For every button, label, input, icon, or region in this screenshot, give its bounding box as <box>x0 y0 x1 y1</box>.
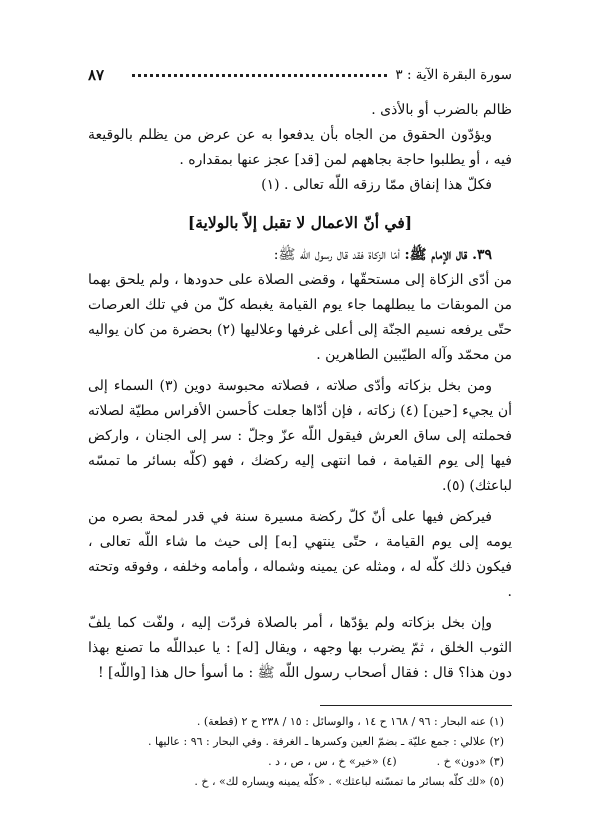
paragraph-number: ٣٩. قال الإمام ﷺ: <box>404 247 492 263</box>
paragraph-intro: أمّا الزكاة فقد قال رسول اللّه ﷺ: <box>273 247 405 263</box>
text-paragraph: من أدّى الزكاة إلى مستحقّها ، وقضى الصلاة على حدودها ، ولم يلحق بهما من الموبقات ما يبطلهما جاء يوم القيامة يغبطه كلّ من في تلك العرصات حتّى يرفعه نسيم الجنّة إلى أعلى غرفها وعلاليها (٢) بحضرة من كان يواليه من محمّد وآله الطيّبين الطاهرين . <box>88 272 512 363</box>
text-paragraph: ويؤدّون الحقوق من الجاه بأن يدفعوا به عن عرض من يظلم بالوقيعة فيه ، أو يطلبوا حاجة بجاههم لمن [قد] عجز عنها بمقداره . <box>88 127 512 168</box>
footnote-2: (٢) علالي : جمع عليّة ـ بضمّ العين وكسرها ـ الغرفة . وفي البحار : ٩٦ : عاليها . <box>147 735 504 748</box>
footnote-separator <box>320 705 512 706</box>
footnote-5: (٥) «لك كلّه بسائر ما تمسّنه لباعثك» . «كلّه يمينه ويساره لك» ، خ . <box>194 775 504 788</box>
text-paragraph: ومن بخل بزكاته وأدّى صلاته ، فصلاته محبوسة دوين (٣) السماء إلى أن يجيء [حين] (٤) زكاته ، فإن أدّاها جعلت كأحسن الأفراس مطيّة لصلاته فحملته إلى ساق العرش فيقول اللّه عزّ وجلّ : سر إلى الجنان ، واركض فيها إلى يوم القيامة ، فما انتهى إليه ركضك ، فهو (كلّه بسائر ما تمسّه لباعثك) (٥). <box>88 378 512 494</box>
footnote-3: (٣) «دون» خ . <box>436 755 504 768</box>
footnote-row <box>88 752 512 772</box>
main-text <box>88 98 512 686</box>
page-number: ٨٧ <box>88 66 105 84</box>
text-paragraph: فيركض فيها على أنّ كلّ ركضة مسيرة سنة في قدر لمحة بصره من يومه إلى يوم القيامة ، حتّى ينتهي [به] إلى حيث ما شاء اللّه تعالى ، فيكون ذلك كلّه له ، ومثله عن يمينه وشماله ، وأمامه وخلفه ، وفوقه وتحته . <box>88 509 512 600</box>
running-title: سورة البقرة الآية : ٣ <box>395 67 512 83</box>
page-header <box>88 64 512 86</box>
footnote-4: (٤) «خير» خ ، س ، ص ، د . <box>268 755 397 768</box>
text-paragraph: وإن بخل بزكاته ولم يؤدّها ، أمر بالصلاة فردّت إليه ، ولفّت كما يلفّ الثوب الخلق ، ثمّ يضرب بها وجهه ، ويقال [له] : يا عبداللّه ما تصنع بهذا دون هذا؟ قال : فقال أصحاب رسول اللّه ﷺ : ما أسوأ حال هذا [واللّه] ! <box>88 615 512 681</box>
text-line: فكلّ هذا إنفاق ممّا رزقه اللّه تعالى . (١) <box>261 177 492 193</box>
footnote-1: (١) عنه البحار : ٩٦ / ١٦٨ ح ١٤ ، والوسائل : ١٥ / ٢٣٨ ح ٢ (قطعة) . <box>196 715 504 728</box>
header-dotted-rule <box>132 74 387 77</box>
footnotes <box>88 712 512 792</box>
paragraph-39-heading <box>88 243 512 268</box>
text-line: ظالم بالضرب أو بالأذى . <box>371 102 512 118</box>
section-heading: [في أنّ الاعمال لا تقبل إلاّ بالولاية] <box>187 213 413 232</box>
